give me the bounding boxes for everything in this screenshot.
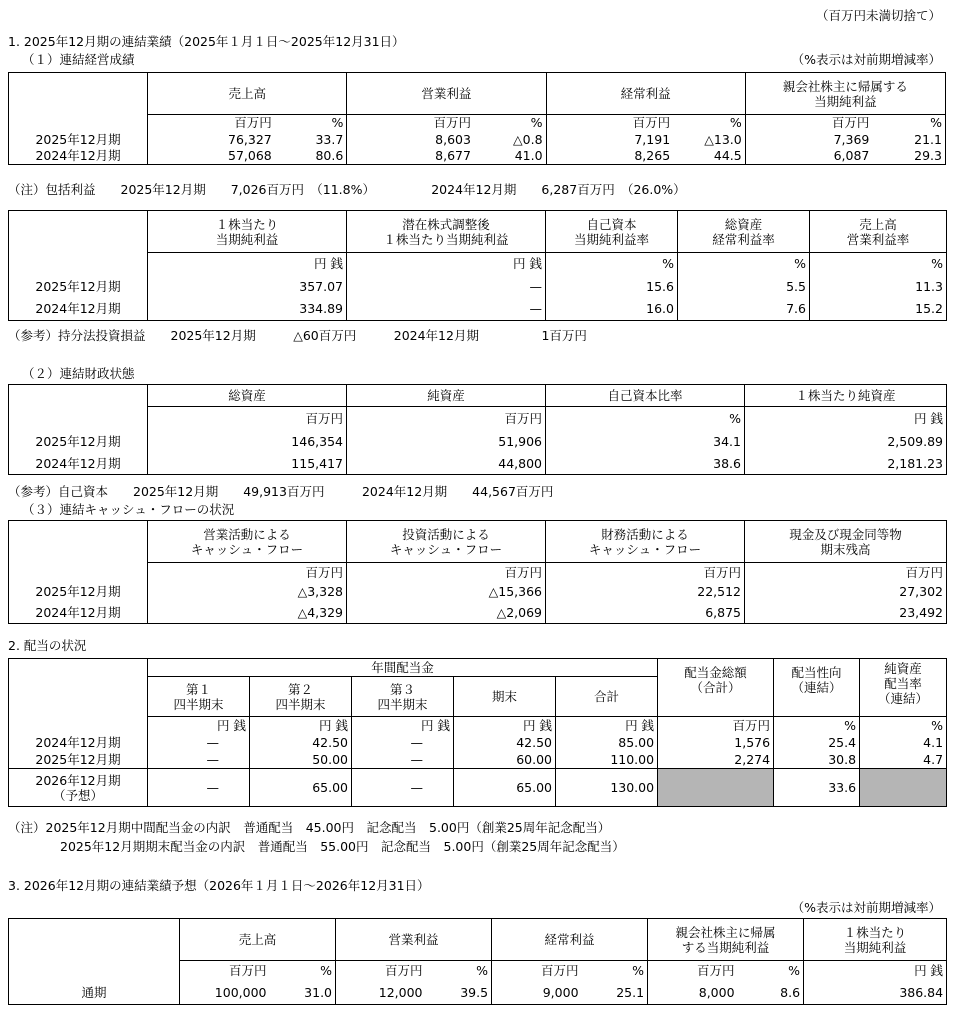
header-financing-cf: 財務活動による キャッシュ・フロー	[546, 521, 745, 563]
section2-title: 2. 配当の状況	[8, 638, 87, 653]
cell: 25.1	[582, 981, 648, 1005]
header-forecast-sales: 売上高	[180, 919, 336, 961]
cell: 65.00	[250, 769, 352, 807]
cell: 31.0	[270, 981, 336, 1005]
row-label: 2024年12月期	[9, 298, 148, 321]
per-share-table	[8, 210, 947, 321]
unit-note: （百万円未満切捨て）	[815, 8, 941, 23]
shaded-cell	[860, 769, 947, 807]
cell: 42.50	[250, 734, 352, 751]
cell: 11.3	[810, 275, 947, 298]
cell: 65.00	[454, 769, 556, 807]
cell: △0.8	[474, 131, 546, 148]
cell: 57,068	[148, 148, 275, 165]
cell: △13.0	[673, 131, 745, 148]
unit-cell: %	[872, 115, 945, 131]
unit-cell: %	[546, 253, 678, 275]
cell: △4,329	[148, 602, 347, 624]
header-year-end: 期末	[454, 677, 556, 717]
header-forecast-eps: １株当たり 当期純利益	[804, 919, 947, 961]
cell: 39.5	[426, 981, 492, 1005]
cell: 44,800	[347, 453, 546, 475]
row-label: 2024年12月期	[9, 453, 148, 475]
cell: —	[352, 769, 454, 807]
cell: 23,492	[745, 602, 947, 624]
shaded-cell	[658, 769, 774, 807]
table-row	[9, 275, 947, 298]
header-equity-ratio: 自己資本比率	[546, 385, 745, 407]
header-total-assets: 総資産	[148, 385, 347, 407]
unit-cell: 百万円	[347, 407, 546, 431]
header-annual-dividend: 年間配当金	[148, 659, 658, 677]
unit-cell: 百万円	[648, 961, 738, 981]
cell: 130.00	[556, 769, 658, 807]
unit-cell: 円 銭	[352, 717, 454, 734]
unit-cell: 百万円	[180, 961, 270, 981]
section1-sub1: （１）連結経営成績	[22, 52, 135, 67]
unit-cell: %	[546, 407, 745, 431]
cell: 25.4	[774, 734, 860, 751]
cell: 2,274	[658, 751, 774, 769]
unit-cell: 百万円	[745, 563, 947, 582]
header-cash-balance: 現金及び現金同等物 期末残高	[745, 521, 947, 563]
unit-cell: 百万円	[148, 563, 347, 582]
equity-note: （参考）自己資本 2025年12月期 49,913百万円 2024年12月期 44,567百万円	[8, 484, 554, 499]
header-operating-cf: 営業活動による キャッシュ・フロー	[148, 521, 347, 563]
cell: 42.50	[454, 734, 556, 751]
cash-flow-table	[8, 520, 947, 624]
cell: —	[347, 298, 546, 321]
row-label: 2026年12月期 （予想）	[9, 769, 148, 807]
row-label: 2025年12月期	[9, 131, 148, 148]
header-bps: １株当たり純資産	[745, 385, 947, 407]
cell: 357.07	[148, 275, 347, 298]
cell: 85.00	[556, 734, 658, 751]
row-label: 通期	[9, 981, 180, 1005]
unit-cell: %	[810, 253, 947, 275]
cell: 50.00	[250, 751, 352, 769]
header-net-assets: 純資産	[347, 385, 546, 407]
unit-cell: 円 銭	[148, 253, 347, 275]
cell: 7.6	[678, 298, 810, 321]
header-sales: 売上高	[148, 73, 347, 115]
section1-sub3: （３）連結キャッシュ・フローの状況	[22, 502, 235, 517]
cell: 30.8	[774, 751, 860, 769]
cell: △15,366	[347, 582, 546, 602]
cell: 51,906	[347, 431, 546, 453]
unit-cell: 円 銭	[804, 961, 947, 981]
cell: 8,000	[648, 981, 738, 1005]
table-row	[9, 981, 947, 1005]
cell: 33.7	[275, 131, 347, 148]
table-row	[9, 148, 946, 165]
unit-cell: 百万円	[745, 115, 872, 131]
table-row	[9, 602, 947, 624]
cell: 4.7	[860, 751, 947, 769]
cell: 7,369	[745, 131, 872, 148]
forecast-table	[8, 918, 947, 1005]
table-row	[9, 131, 946, 148]
unit-cell: 百万円	[492, 961, 582, 981]
section3-title: 3. 2026年12月期の連結業績予想（2026年１月１日～2026年12月31日）	[8, 878, 430, 893]
unit-cell: %	[673, 115, 745, 131]
cell: 38.6	[546, 453, 745, 475]
unit-cell: 百万円	[336, 961, 426, 981]
header-net-income: 親会社株主に帰属する 当期純利益	[745, 73, 945, 115]
cell: 100,000	[180, 981, 270, 1005]
header-q1: 第１ 四半期末	[148, 677, 250, 717]
cell: △2,069	[347, 602, 546, 624]
cell: 146,354	[148, 431, 347, 453]
cell: —	[352, 734, 454, 751]
cell: 29.3	[872, 148, 945, 165]
unit-cell: 円 銭	[556, 717, 658, 734]
cell: —	[347, 275, 546, 298]
header-operating-income: 営業利益	[347, 73, 546, 115]
unit-cell: 円 銭	[347, 253, 546, 275]
cell: 7,191	[546, 131, 673, 148]
cell: 15.2	[810, 298, 947, 321]
table-row	[9, 298, 947, 321]
unit-cell: %	[774, 717, 860, 734]
table-row	[9, 734, 947, 751]
cell: 80.6	[275, 148, 347, 165]
cell: 4.1	[860, 734, 947, 751]
header-forecast-ordinary-income: 経常利益	[492, 919, 648, 961]
unit-cell: %	[860, 717, 947, 734]
cell: 6,875	[546, 602, 745, 624]
cell: 8,265	[546, 148, 673, 165]
header-payout-ratio: 配当性向 （連結）	[774, 659, 860, 717]
cell: 34.1	[546, 431, 745, 453]
row-label: 2025年12月期	[9, 275, 148, 298]
row-label: 2024年12月期	[9, 734, 148, 751]
pct-note-1: （%表示は対前期増減率）	[791, 52, 941, 67]
unit-cell: 円 銭	[454, 717, 556, 734]
cell: 334.89	[148, 298, 347, 321]
header-forecast-net-income: 親会社株主に帰属 する当期純利益	[648, 919, 804, 961]
unit-cell: %	[270, 961, 336, 981]
cell: 5.5	[678, 275, 810, 298]
table-row	[9, 582, 947, 602]
header-q3: 第３ 四半期末	[352, 677, 454, 717]
header-total: 合計	[556, 677, 658, 717]
unit-cell: 百万円	[658, 717, 774, 734]
cell: 41.0	[474, 148, 546, 165]
cell: 8,677	[347, 148, 474, 165]
unit-cell: 百万円	[347, 563, 546, 582]
header-operating-margin: 売上高 営業利益率	[810, 211, 947, 253]
pct-note-2: （%表示は対前期増減率）	[791, 900, 941, 915]
header-ordinary-income: 経常利益	[546, 73, 745, 115]
table-row	[9, 431, 947, 453]
cell: 60.00	[454, 751, 556, 769]
cell: —	[352, 751, 454, 769]
cell: 27,302	[745, 582, 947, 602]
unit-cell: 百万円	[546, 115, 673, 131]
cell: 386.84	[804, 981, 947, 1005]
row-label: 2024年12月期	[9, 602, 148, 624]
cell: 6,087	[745, 148, 872, 165]
cell: 9,000	[492, 981, 582, 1005]
header-forecast-operating-income: 営業利益	[336, 919, 492, 961]
row-label: 2024年12月期	[9, 148, 148, 165]
cell: 8.6	[738, 981, 804, 1005]
cell: 21.1	[872, 131, 945, 148]
row-label: 2025年12月期	[9, 431, 148, 453]
header-investing-cf: 投資活動による キャッシュ・フロー	[347, 521, 546, 563]
cell: —	[148, 734, 250, 751]
unit-cell: 百万円	[347, 115, 474, 131]
cell: 16.0	[546, 298, 678, 321]
row-label: 2025年12月期	[9, 582, 148, 602]
header-diluted-eps: 潜在株式調整後 １株当たり当期純利益	[347, 211, 546, 253]
operating-results-table	[8, 72, 946, 165]
unit-cell: %	[738, 961, 804, 981]
table-row	[9, 751, 947, 769]
header-q2: 第２ 四半期末	[250, 677, 352, 717]
dividend-note-1: （注）2025年12月期中間配当金の内訳 普通配当 45.00円 記念配当 5.00円（創業25周年記念配当）	[8, 820, 611, 835]
forecast-row	[9, 769, 947, 807]
unit-cell: 円 銭	[250, 717, 352, 734]
dividend-note-2: 2025年12月期期末配当金の内訳 普通配当 55.00円 記念配当 5.00円（創業25周年記念配当）	[60, 839, 625, 854]
cell: —	[148, 769, 250, 807]
cell: 8,603	[347, 131, 474, 148]
unit-cell: 百万円	[148, 407, 347, 431]
unit-cell: %	[582, 961, 648, 981]
table-row	[9, 453, 947, 475]
cell: 2,509.89	[745, 431, 947, 453]
unit-cell: %	[678, 253, 810, 275]
cell: 2,181.23	[745, 453, 947, 475]
cell: 1,576	[658, 734, 774, 751]
financial-position-table	[8, 384, 947, 475]
header-doe: 純資産 配当率 （連結）	[860, 659, 947, 717]
comprehensive-income-note: （注）包括利益 2025年12月期 7,026百万円 （11.8%） 2024年12月期 6,287百万円 （26.0%）	[8, 182, 686, 197]
cell: 22,512	[546, 582, 745, 602]
header-eps: １株当たり 当期純利益	[148, 211, 347, 253]
cell: 115,417	[148, 453, 347, 475]
unit-cell: 円 銭	[745, 407, 947, 431]
unit-cell: 百万円	[546, 563, 745, 582]
section1-title: 1. 2025年12月期の連結業績（2025年１月１日～2025年12月31日）	[8, 34, 405, 49]
row-label: 2025年12月期	[9, 751, 148, 769]
cell: 110.00	[556, 751, 658, 769]
header-roa: 総資産 経常利益率	[678, 211, 810, 253]
cell: 33.6	[774, 769, 860, 807]
unit-cell: 円 銭	[148, 717, 250, 734]
unit-cell: 百万円	[148, 115, 275, 131]
cell: 44.5	[673, 148, 745, 165]
unit-cell: %	[275, 115, 347, 131]
cell: —	[148, 751, 250, 769]
dividend-table	[8, 658, 947, 807]
cell: 15.6	[546, 275, 678, 298]
equity-method-note: （参考）持分法投資損益 2025年12月期 △60百万円 2024年12月期 1百万円	[8, 328, 587, 343]
unit-cell: %	[426, 961, 492, 981]
header-total-dividend: 配当金総額 （合計）	[658, 659, 774, 717]
unit-cell: %	[474, 115, 546, 131]
cell: 12,000	[336, 981, 426, 1005]
cell: 76,327	[148, 131, 275, 148]
header-roe: 自己資本 当期純利益率	[546, 211, 678, 253]
cell: △3,328	[148, 582, 347, 602]
section1-sub2: （２）連結財政状態	[22, 366, 135, 381]
